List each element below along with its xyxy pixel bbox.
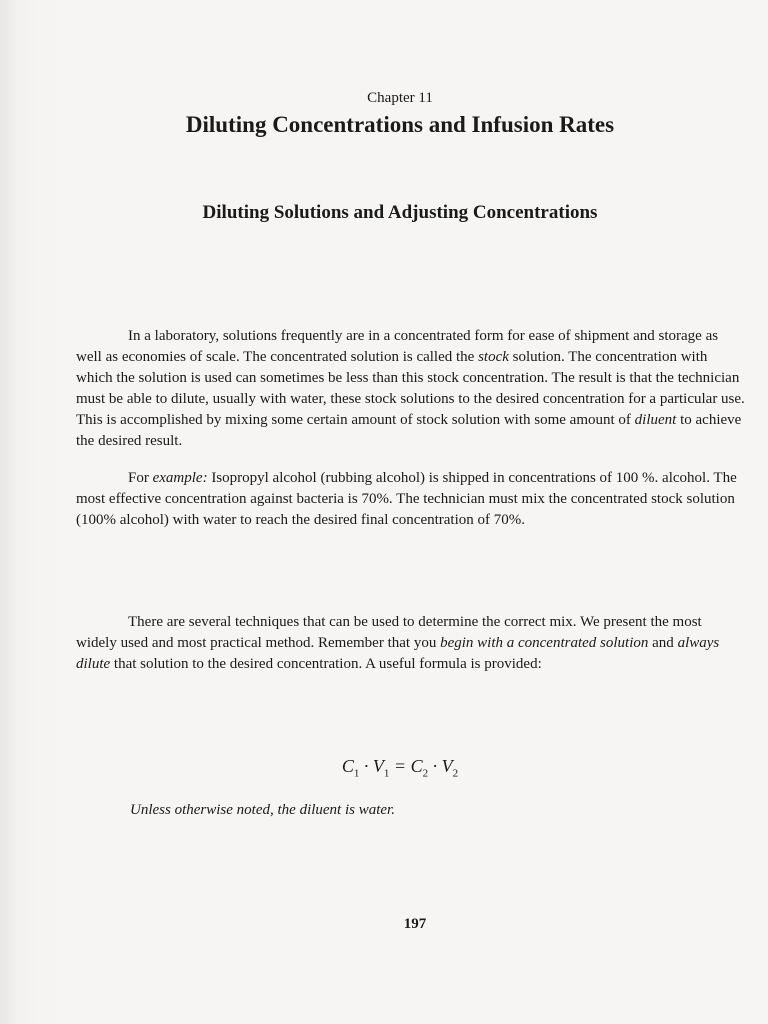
formula-equals: =	[393, 756, 407, 776]
paragraph-stock-solutions	[76, 326, 746, 452]
paragraph-techniques	[76, 612, 746, 675]
paragraph-text: In a laboratory, solutions frequently are in a concentrated form for ease of shipment and storage as well as economies of scale. The concentrated solution is called the	[76, 328, 719, 365]
paragraph-text: There are several techniques that can be used to determine the correct mix. We present the most widely used and most practical method. Remember that you	[76, 614, 702, 651]
emphasis-stock: stock	[478, 349, 509, 365]
chapter-title: Diluting Concentrations and Infusion Rates	[185, 112, 615, 137]
emphasis-example: example:	[152, 470, 208, 486]
formula-c2: C	[410, 756, 423, 776]
dilution-formula	[0, 756, 768, 780]
diluent-note: Unless otherwise noted, the diluent is water.	[130, 802, 395, 818]
paragraph-example	[76, 468, 746, 531]
paragraph-text: solution. The concentration with which the solution is used can sometimes be less than this stock concentration. The result is that the technician must be able to dilute, usually with water, these stock solutions to the desired concentration for a particular use. This is accomplished by mixing some certain amount of stock solution with some amount of	[76, 349, 745, 428]
paragraph-text: For	[128, 470, 153, 486]
formula-sub: 1	[353, 767, 360, 780]
formula-dot: ·	[363, 756, 369, 776]
emphasis-always-dilute: always dilute	[76, 635, 720, 672]
emphasis-diluent: diluent	[634, 412, 677, 428]
formula-dot: ·	[432, 756, 438, 776]
emphasis-begin-concentrated: begin with a concentrated solution	[440, 635, 649, 651]
formula-sub: 2	[422, 767, 429, 780]
paragraph-text: and	[648, 635, 678, 651]
paragraph-text: to achieve the desired result.	[76, 412, 742, 449]
chapter-label: Chapter 11	[367, 90, 433, 106]
paragraph-text: that solution to the desired concentration. A useful formula is provided:	[110, 656, 542, 672]
section-title: Diluting Solutions and Adjusting Concentrations	[202, 202, 598, 223]
formula-sub: 2	[452, 767, 459, 780]
formula-v2: V	[441, 756, 453, 776]
page-number: 197	[403, 916, 427, 932]
formula-v1: V	[372, 756, 384, 776]
formula-sub: 1	[383, 767, 390, 780]
formula-c1: C	[341, 756, 354, 776]
paragraph-text: Isopropyl alcohol (rubbing alcohol) is shipped in concentrations of 100 %. alcohol. The most effective concentration against bacteria is 70%. The technician must mix the concentrated stock solution (100% alcohol) with water to reach the desired final concentration of 70%.	[76, 470, 737, 528]
